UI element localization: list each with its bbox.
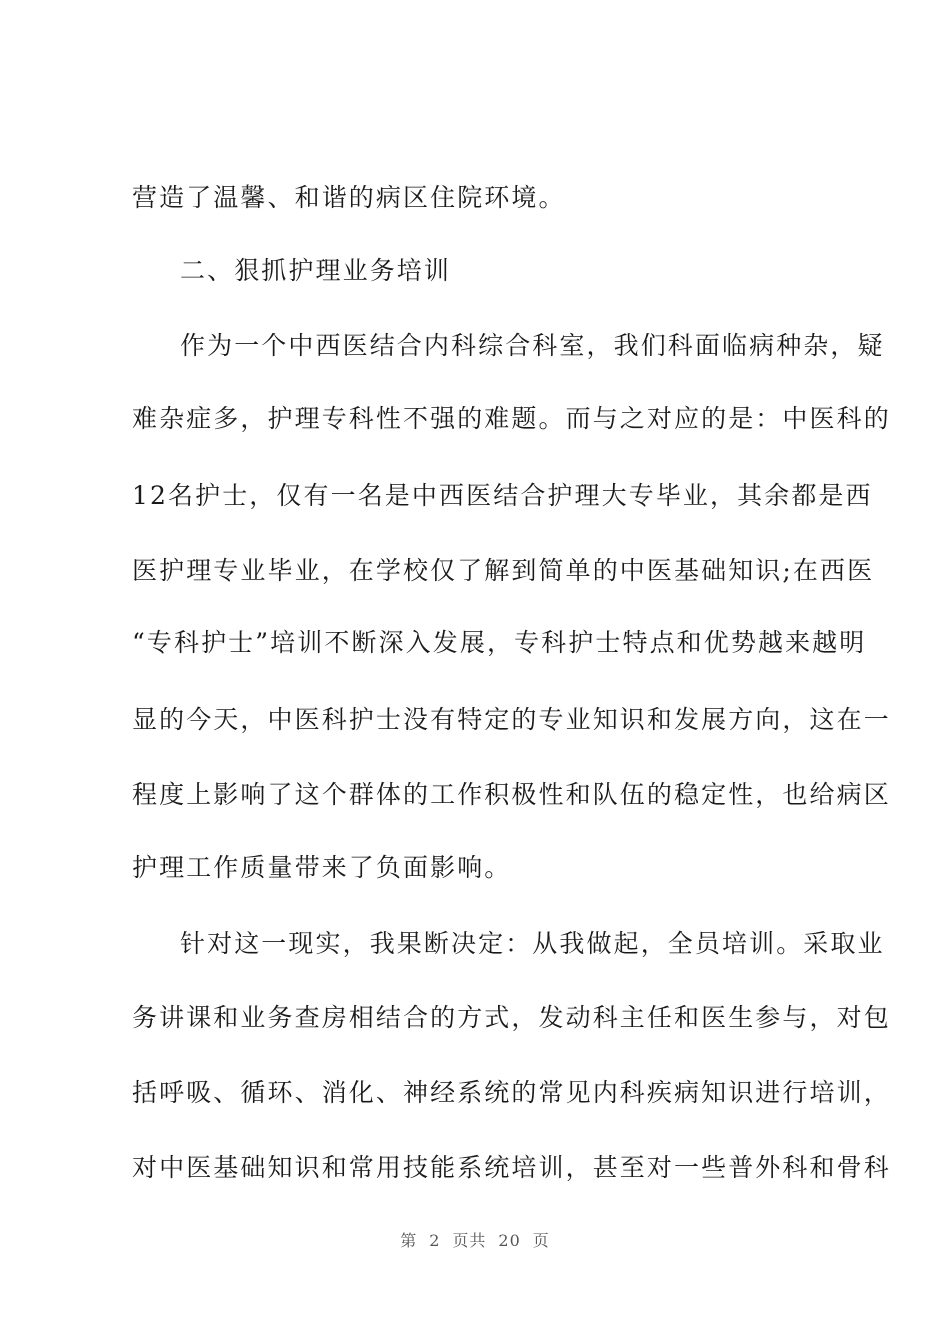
page-footer (0, 1228, 950, 1251)
paragraph-line: 显的今天，中医科护士没有特定的专业知识和发展方向，这在一 (132, 705, 891, 734)
footer-total-pages: 20 (498, 1231, 521, 1250)
paragraph-line: 括呼吸、循环、消化、神经系统的常见内科疾病知识进行培训， (132, 1078, 891, 1107)
footer-page-number: 2 (429, 1231, 441, 1250)
paragraph-line: 营造了温馨、和谐的病区住院环境。 (132, 183, 566, 212)
paragraph-line: 针对这一现实，我果断决定：从我做起，全员培训。采取业 (180, 929, 885, 958)
paragraph-line: 12名护士，仅有一名是中西医结合护理大专毕业，其余都是西 (132, 481, 873, 510)
section-heading: 二、狠抓护理业务培训 (180, 256, 452, 285)
footer-suffix: 页 (532, 1231, 550, 1250)
paragraph-line: “专科护士”培训不断深入发展，专科护士特点和优势越来越明 (132, 628, 867, 657)
footer-middle: 页共 (452, 1231, 487, 1250)
paragraph-line: 务讲课和业务查房相结合的方式，发动科主任和医生参与，对包 (132, 1003, 891, 1032)
paragraph-line: 医护理专业毕业，在学校仅了解到简单的中医基础知识;在西医 (132, 556, 875, 585)
paragraph-line: 对中医基础知识和常用技能系统培训，甚至对一些普外科和骨科 (132, 1153, 891, 1182)
paragraph-line: 作为一个中西医结合内科综合科室，我们科面临病种杂，疑 (180, 331, 885, 360)
paragraph-line: 护理工作质量带来了负面影响。 (132, 853, 512, 882)
paragraph-line: 程度上影响了这个群体的工作积极性和队伍的稳定性，也给病区 (132, 780, 891, 809)
paragraph-line: 难杂症多，护理专科性不强的难题。而与之对应的是：中医科的 (132, 404, 891, 433)
footer-prefix: 第 (400, 1231, 418, 1250)
